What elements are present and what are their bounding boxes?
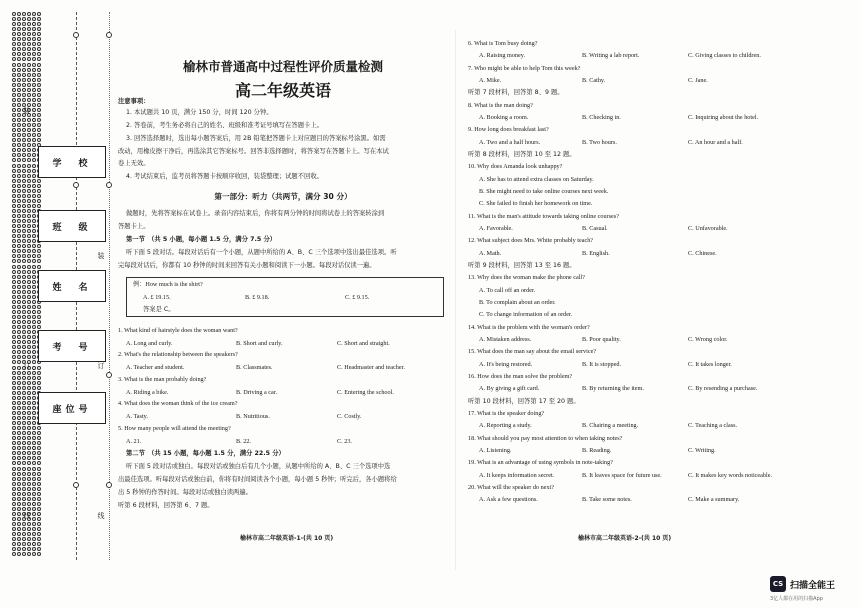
- notice-line: 3. 回答选择题时，选出每小题答案后，用 2B 铅笔把答题卡上对应题目的答案标号涂黑。如需: [126, 135, 386, 142]
- question-stem: 3. What is the man probably doing?: [118, 375, 207, 383]
- option-b: B. English.: [582, 249, 610, 257]
- option-a: A. Ask a few questions.: [479, 496, 538, 504]
- seal-dot: [73, 32, 79, 38]
- class-field[interactable]: 班 级: [38, 210, 106, 242]
- binding-mark: 线: [97, 512, 105, 520]
- option-c: C. 23.: [337, 437, 352, 445]
- notice-heading: 注意事项：: [118, 98, 150, 105]
- section2-intro: 出最佳选项。听每段对话或独白前，你将有时间阅读各个小题，每小题 5 秒钟；听完后，各小题将给: [118, 476, 397, 483]
- option-a: A. It keeps information secret.: [479, 471, 555, 479]
- page-divider: [455, 30, 456, 570]
- seal-dot: [106, 372, 112, 378]
- camscanner-logo-icon: CS: [770, 576, 786, 592]
- seal-dot: [106, 32, 112, 38]
- option-c: C. Jane.: [688, 76, 708, 84]
- option-b: B. Casual.: [582, 224, 608, 232]
- option-c: C. It takes longer.: [688, 360, 732, 368]
- question-stem: 2. What's the relationship between the speakers?: [118, 351, 238, 359]
- option-c: C. Short and straight.: [337, 340, 390, 347]
- option-a: A. Booking a room.: [479, 113, 529, 121]
- option-c: C. Costly.: [337, 413, 362, 421]
- notice-line: 卷上无效。: [118, 160, 150, 167]
- material-label: 听第 8 段材料，回答第 10 至 12 题。: [468, 150, 576, 158]
- question-stem: 15. What does the man say about the email service?: [468, 348, 597, 356]
- exam-number-field[interactable]: 考 号: [38, 330, 106, 362]
- exam-title: 榆林市普通高中过程性评价质量检测: [182, 59, 383, 74]
- question-stem: 11. What is the man's attitude towards taking online courses?: [468, 212, 619, 220]
- seal-dot: [73, 182, 79, 188]
- notice-line: 2. 答卷前，考生务必将自己的姓名、班级和准考证号填写在答题卡上。: [126, 122, 323, 129]
- option-a: A. 21.: [126, 437, 142, 445]
- example-option: C. £ 9.15.: [345, 294, 370, 301]
- option-a: A. It's being restored.: [479, 360, 533, 368]
- exam-subtitle: 高二年级英语: [234, 81, 331, 100]
- name-field[interactable]: 姓 名: [38, 270, 106, 302]
- question-stem: 7. Who might be able to help Tom this week?: [468, 64, 581, 72]
- binding-mark: 订: [23, 362, 31, 370]
- question-stem: 18. What should you pay most attention to when taking notes?: [468, 434, 623, 442]
- material-label: 听第 7 段材料，回答第 8、9 题。: [468, 89, 564, 97]
- question-stem: 17. What is the speaker doing?: [468, 409, 545, 417]
- option-a: A. Mike.: [479, 76, 502, 84]
- option-b: B. Short and curly.: [236, 340, 283, 347]
- option-a: A. Listening.: [479, 446, 512, 454]
- question-stem: 10. Why does Amanda look unhappy?: [468, 163, 563, 171]
- part1-title: 第一部分：听力（共两节，满分 30 分）: [214, 192, 352, 201]
- option-c: C. Inquiring about the hotel.: [688, 113, 759, 121]
- option-b: B. 22.: [236, 437, 251, 445]
- page-footer-1: 榆林市高二年级英语-1-(共 10 页): [240, 535, 334, 542]
- section2-intro: 出 5 秒钟的作答时间。每段对话或独白读两遍。: [118, 489, 252, 496]
- option-b: B. Two hours.: [582, 138, 617, 146]
- question-stem: 1. What kind of hairstyle does the woman want?: [118, 327, 238, 334]
- option-a: A. Teacher and student.: [126, 364, 185, 372]
- seal-line: [109, 12, 110, 560]
- option-b: B. By returning the item.: [582, 385, 644, 393]
- option-b: B. Poor quality.: [582, 335, 621, 343]
- option-b: B. Nutritious.: [236, 413, 270, 421]
- option-a: A. Mistaken address.: [479, 335, 532, 343]
- question-stem: 5. How many people will attend the meeting?: [118, 424, 231, 432]
- question-stem: 19. What is an advantage of using symbols in note-taking?: [468, 459, 613, 467]
- option-c: C. Teaching a class.: [688, 422, 738, 430]
- notice-line: 4. 考试结束后，监考员将答题卡按顺序收回，装袋整理；试题不回收。: [126, 173, 323, 180]
- binding-mark: 装: [97, 252, 105, 260]
- option-line: B. To complain about an order.: [479, 298, 556, 306]
- material-label: 听第 6 段材料，回答第 6、7 题。: [118, 502, 214, 509]
- material-label: 听第 10 段材料，回答第 17 至 20 题。: [468, 397, 580, 405]
- option-c: C. Wrong color.: [688, 335, 728, 343]
- notice-line: 改动，用橡皮擦干净后，再选涂其它答案标号。回答非选择题时，将答案写在答题卡上。写在本试: [118, 148, 389, 155]
- option-c: C. By resending a purchase.: [688, 385, 758, 393]
- seat-number-field[interactable]: 座位号: [38, 392, 106, 424]
- option-a: A. Tasty.: [126, 413, 148, 421]
- question-stem: 8. What is the man doing?: [468, 101, 533, 109]
- section2-intro: 听下面 5 段对话或独白。每段对话或独白后有几个小题，从题中所给的 A、B、C 三个选项中选: [126, 463, 391, 470]
- part1-intro: 做题时，先将答案标在试卷上。录音内容结束后，你将有两分钟的时间将试卷上的答案转涂到: [126, 210, 385, 217]
- option-a: A. By giving a gift card.: [479, 385, 540, 393]
- option-a: A. Raising money.: [479, 52, 526, 60]
- question-stem: 14. What is the problem with the woman's order?: [468, 323, 590, 331]
- option-b: B. Writing a lab report.: [582, 52, 640, 60]
- question-stem: 6. What is Tom busy doing?: [468, 40, 538, 47]
- option-b: B. Reading.: [582, 446, 612, 454]
- example-answer: 答案是 C。: [143, 306, 175, 313]
- material-label: 听第 9 段材料，回答第 13 至 16 题。: [468, 261, 576, 269]
- part1-intro: 答题卡上。: [118, 223, 150, 230]
- option-c: C. Headmaster and teacher.: [337, 364, 405, 372]
- seal-dot: [73, 482, 79, 488]
- binding-mark: 线: [23, 512, 31, 520]
- seal-dot: [106, 482, 112, 488]
- option-line: A. She has to attend extra classes on Saturday.: [479, 175, 594, 183]
- option-a: A. Reporting a study.: [479, 422, 532, 430]
- option-a: A. Favorable.: [479, 224, 513, 232]
- section1-intro: 完每段对话后，你都有 10 秒钟的时间来回答有关小题和阅读下一小题。每段对话仅读一遍。: [118, 262, 376, 269]
- watermark-name: 扫描全能王: [790, 581, 836, 591]
- option-a: A. Long and curly.: [126, 340, 173, 347]
- option-b: B. Classmates.: [236, 364, 273, 372]
- question-stem: 20. What will the speaker do next?: [468, 483, 554, 491]
- option-c: C. It makes key words noticeable.: [688, 471, 773, 479]
- section2-heading: 第二节 （共 15 小题，每小题 1.5 分，满分 22.5 分）: [126, 450, 285, 457]
- question-stem: 4. What does the woman think of the ice cream?: [118, 400, 238, 408]
- question-stem: 13. Why does the woman make the phone call?: [468, 274, 585, 282]
- option-line: B. She might need to take online courses next week.: [479, 187, 609, 195]
- question-stem: 9. How long does breakfast last?: [468, 126, 549, 134]
- section1-heading: 第一节 （共 5 小题，每小题 1.5 分，满分 7.5 分）: [126, 236, 277, 243]
- omr-bubble-row: [12, 552, 42, 557]
- option-b: B. Take some notes.: [582, 496, 632, 504]
- example-option: B. £ 9.18.: [245, 294, 270, 301]
- binding-mark: 订: [97, 362, 105, 370]
- notice-line: 1. 本试题共 10 页，满分 150 分，时间 120 分钟。: [126, 109, 273, 116]
- option-c: C. Make a summary.: [688, 496, 740, 504]
- option-c: C. Unfavorable.: [688, 224, 728, 232]
- example-option: A. £ 19.15.: [143, 294, 171, 301]
- option-a: A. Two and a half hours.: [479, 138, 541, 146]
- option-b: B. Driving a car.: [236, 388, 278, 396]
- option-b: B. It is stopped.: [582, 360, 622, 368]
- binding-mark: 装: [23, 107, 31, 115]
- option-b: B. Chairing a meeting.: [582, 422, 639, 430]
- option-b: B. Checking in.: [582, 113, 621, 121]
- option-c: C. Giving classes to children.: [688, 52, 761, 60]
- option-a: A. Riding a bike.: [126, 388, 169, 396]
- example-question: 例：How much is the shirt?: [133, 281, 203, 288]
- option-c: C. Writing.: [688, 446, 716, 454]
- scanner-watermark: [770, 574, 858, 606]
- option-c: C. Chinese.: [688, 249, 717, 257]
- school-field[interactable]: 学 校: [38, 146, 106, 178]
- option-b: B. It leaves space for future use.: [582, 471, 662, 479]
- option-line: C. To change information of an order.: [479, 311, 573, 319]
- page-footer-2: 榆林市高二年级英语-2-(共 10 页): [578, 535, 672, 542]
- option-b: B. Cathy.: [582, 76, 606, 84]
- section1-intro: 听下面 5 段对话。每段对话后有一个小题，从题中所给的 A、B、C 三个选项中选出最佳选项。听: [126, 249, 397, 256]
- option-a: A. Math.: [479, 249, 502, 257]
- option-c: C. Entering the school.: [337, 388, 394, 396]
- example-box: [126, 277, 444, 317]
- option-line: A. To call off an order.: [479, 286, 536, 294]
- question-stem: 12. What subject does Mrs. White probably teach?: [468, 237, 594, 245]
- question-stem: 16. How does the man solve the problem?: [468, 372, 573, 380]
- binding-strip: [8, 12, 108, 572]
- option-line: C. She failed to finish her homework on time.: [479, 200, 593, 208]
- watermark-subtitle: 3亿人都在用的扫描App: [770, 596, 823, 602]
- option-c: C. An hour and a half.: [688, 138, 743, 146]
- seal-dot: [106, 182, 112, 188]
